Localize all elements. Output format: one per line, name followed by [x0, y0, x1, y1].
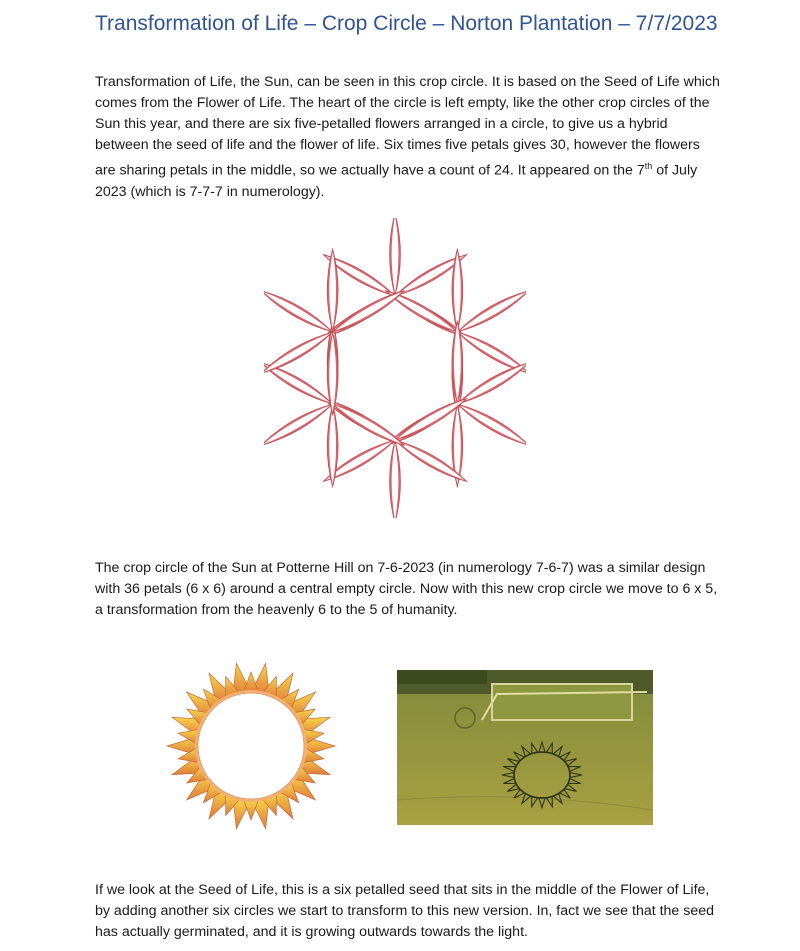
- intro-text: Transformation of Life, the Sun, can be seen in this crop circle. It is based on the Seed of Life which comes from the Flower of Life. The heart of the circle is left empty, like the other crop circles of the Sun this year, and there are six five-petalled flowers arranged in a circle, to give us a hybrid between the seed of life and the flower of life. Six times five petals gives 30, however the flowers are sharing petals in the middle, so we actually have a count of 24. It appeared on the 7: [95, 74, 720, 179]
- sun-crop-circle-drawing: [165, 660, 337, 832]
- page-title: Transformation of Life – Crop Circle – Norton Plantation – 7/7/2023: [95, 12, 718, 35]
- transformation-of-life-pattern: [264, 218, 526, 518]
- flower-petal: [390, 440, 401, 518]
- flower-petal: [330, 286, 408, 337]
- potterne-paragraph: The crop circle of the Sun at Potterne Hill on 7-6-2023 (in numerology 7-6-7) was a similar design with 36 petals (6 x 6) around a central empty circle. Now with this new crop circle we move to 6 x 5, a transformation from the heavenly 6 to the 5 of humanity.: [95, 560, 718, 618]
- flower-petal: [455, 286, 526, 337]
- flower-petal: [330, 399, 408, 450]
- seed-of-life-paragraph: If we look at the Seed of Life, this is a six petalled seed that sits in the middle of the Flower of Life, by adding another six circles we start to transform to this new version. In, fact we see that the seed has actually germinated, and it is growing outwards towards the light.: [95, 882, 715, 940]
- intro-text-end: of July 2023 (which is 7-7-7 in numerology).: [95, 162, 698, 200]
- flower-petal: [390, 218, 401, 296]
- ordinal-suffix: th: [644, 161, 653, 171]
- aerial-crop-circle-photo: [397, 670, 653, 825]
- sun-empty-centre: [198, 693, 304, 799]
- flower-petal: [264, 399, 335, 450]
- intro-paragraph: [95, 72, 720, 203]
- flower-petal: [455, 399, 526, 450]
- flower-petal: [264, 286, 335, 337]
